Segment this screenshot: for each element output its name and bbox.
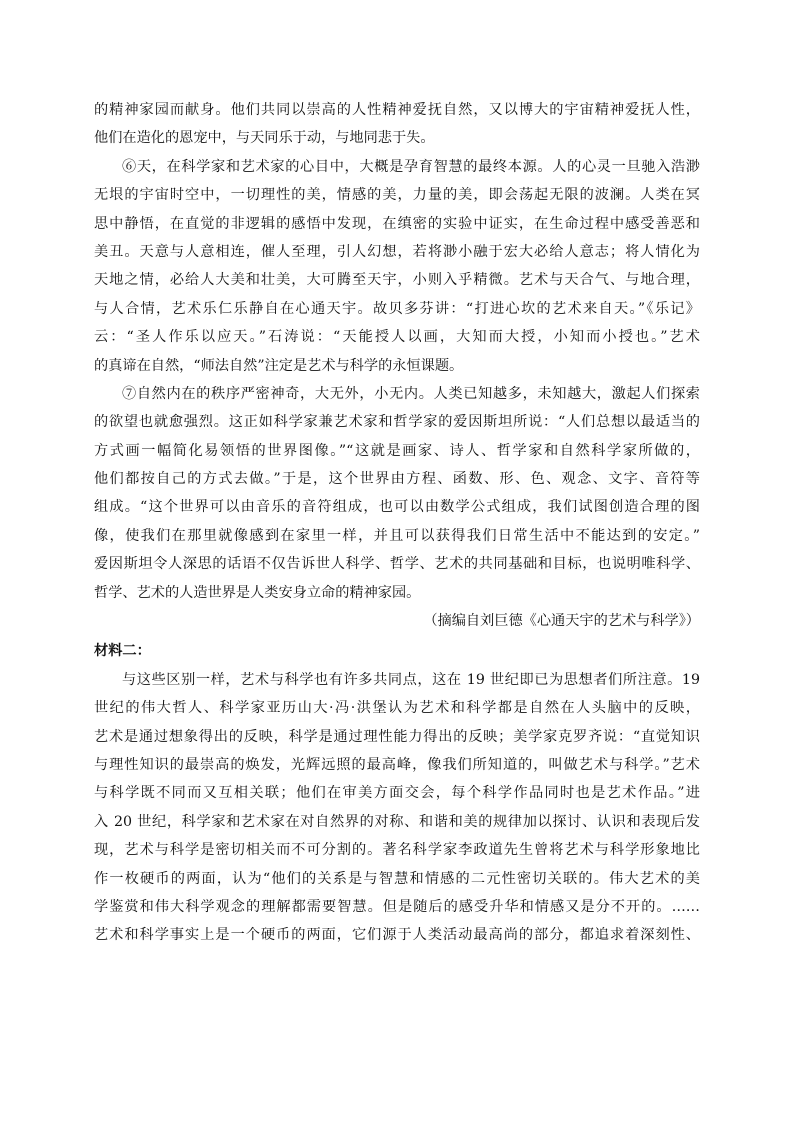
text-line: 哲学、艺术的人造世界是人类安身立命的精神家园。 xyxy=(94,584,421,601)
text-line: 现，艺术与科学是密切相关而不可分割的。著名科学家李政道先生曾将艺术与科学形象地比 xyxy=(94,842,700,859)
paragraph-7-start: ⑦自然内在的秩序严密神奇，大无外，小无内。人类已知越多，未知越大，激起人们探索 xyxy=(122,385,700,402)
text-line: 组成。“这个世界可以由音乐的音符组成，也可以由数学公式组成，我们试图创造合理的图 xyxy=(94,499,700,516)
text-line: 世纪的伟大哲人、科学家亚历山大·冯·洪堡认为艺术和科学都是自然在人头脑中的反映， xyxy=(94,700,700,717)
text-line: 学鉴赏和伟大科学观念的理解都需要智慧。但是随后的感受升华和情感又是分不开的。…… xyxy=(94,898,700,915)
text-line: 思中静悟，在直觉的非逻辑的感悟中发现，在缜密的实验中证实，在生命过程中感受善恶和 xyxy=(94,215,700,232)
document-page xyxy=(94,96,700,950)
source-citation: （摘编自刘巨德《心通天宇的艺术与科学》） xyxy=(423,613,700,630)
text-line: 艺术和科学事实上是一个硬币的两面，它们源于人类活动最高尚的部分，都追求着深刻性、 xyxy=(94,927,700,944)
text-line: 爱因斯坦令人深思的话语不仅告诉世人科学、哲学、艺术的共同基础和目标，也说明唯科学、 xyxy=(94,556,700,573)
text-line: 的欲望也就愈强烈。这正如科学家兼艺术家和哲学家的爱因斯坦所说：“人们总想以最适当的 xyxy=(94,414,700,431)
text-line: 方式画一幅简化易领悟的世界图像。”“这就是画家、诗人、哲学家和自然科学家所做的， xyxy=(94,442,700,459)
material-2-paragraph-start: 与这些区别一样，艺术与科学也有许多共同点，这在 19 世纪即已为思想者们所注意。19 xyxy=(122,671,700,688)
text-line: 入 20 世纪，科学家和艺术家在对自然界的对称、和谐和美的规律加以探讨、认识和表现后发 xyxy=(94,813,700,830)
text-line: 的精神家园而献身。他们共同以崇高的人性精神爱抚自然，又以博大的宇宙精神爱抚人性， xyxy=(94,102,700,118)
text-line: 无垠的宇宙时空中，一切理性的美，情感的美，力量的美，即会荡起无限的波澜。人类在冥 xyxy=(94,187,700,204)
text-line: 与人合情，艺术乐仁乐静自在心通天宇。故贝多芬讲：“打进心坎的艺术来自天。”《乐记》 xyxy=(94,300,700,317)
text-line: 云：“圣人作乐以应天。”石涛说：“天能授人以画，大知而大授，小知而小授也。”艺术 xyxy=(94,329,700,346)
text-line: 像，使我们在那里就像感到在家里一样，并且可以获得我们日常生活中不能达到的安定。” xyxy=(94,527,700,544)
text-line: 他们在造化的恩宠中，与天同乐于动，与地同悲于失。 xyxy=(94,130,435,147)
text-line: 他们都按自己的方式去做。”于是，这个世界由方程、函数、形、色、观念、文字、音符等 xyxy=(94,471,700,488)
paragraph-6-start: ⑥天，在科学家和艺术家的心目中，大概是孕育智慧的最终本源。人的心灵一旦驰入浩渺 xyxy=(122,158,700,175)
text-line: 的真谛在自然，“师法自然”注定是艺术与科学的永恒课题。 xyxy=(94,357,464,374)
text-line: 与理性知识的最崇高的焕发，光辉远照的最高峰，像我们所知道的，叫做艺术与科学。”艺术 xyxy=(94,756,700,773)
text-line: 天地之情，必给人大美和壮美，大可腾至天宇，小则入乎精微。艺术与天合气、与地合理， xyxy=(94,272,700,289)
text-line: 艺术是通过想象得出的反映，科学是通过理性能力得出的反映；美学家克罗齐说：“直觉知识 xyxy=(94,728,700,745)
material-2-heading: 材料二： xyxy=(94,643,151,660)
text-line: 与科学既不同而又互相关联；他们在审美方面交会，每个科学作品同时也是艺术作品。”进 xyxy=(94,785,700,802)
text-line: 美丑。天意与人意相连，催人至理，引人幻想，若将渺小融于宏大必给人意志；将人情化为 xyxy=(94,243,700,260)
text-line: 作一枚硬币的两面，认为“他们的关系是与智慧和情感的二元性密切关联的。伟大艺术的美 xyxy=(94,870,700,887)
